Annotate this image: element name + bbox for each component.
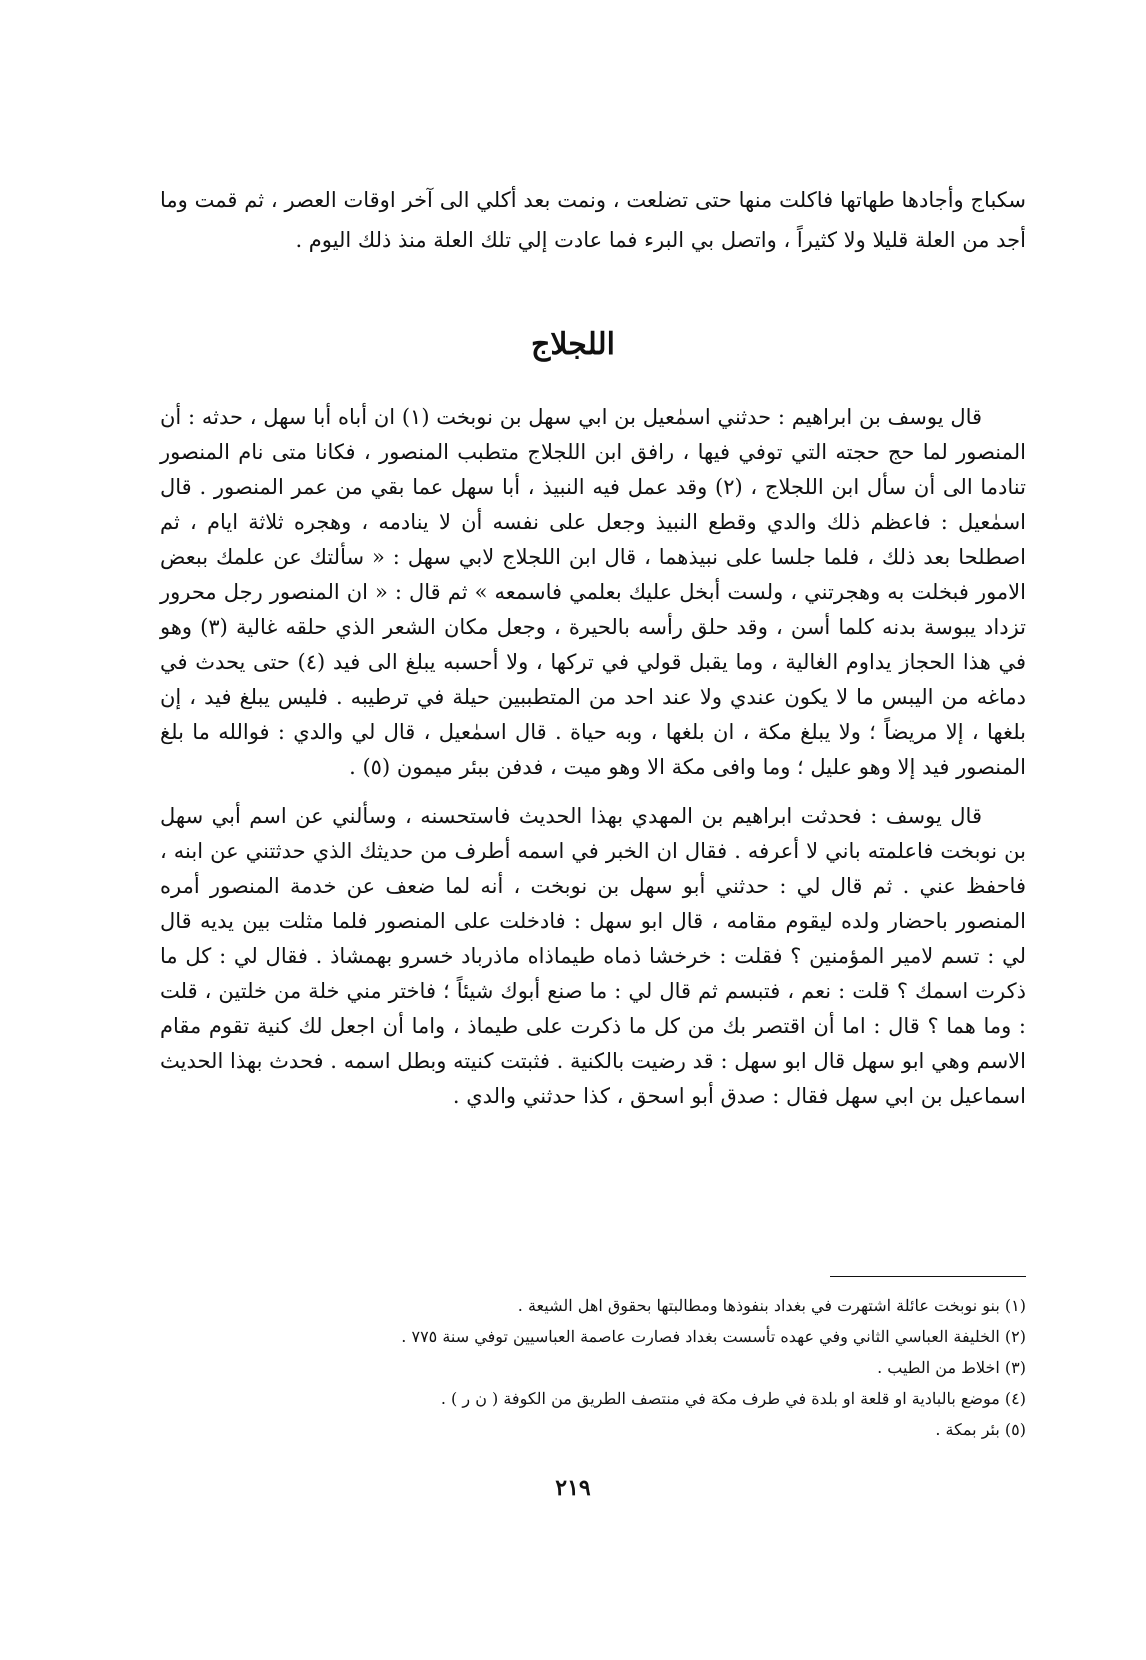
intro-paragraph: سكباج وأجادها طهاتها فاكلت منها حتى تضلعت ، ونمت بعد أكلي الى آخر اوقات العصر ، ثم قمت وما أجد من العلة قليلا ولا كثيراً ، واتصل بي البرء فما عادت إلي تلك العلة منذ ذلك اليوم . bbox=[160, 188, 1026, 252]
footnote-4: (٤) موضع بالبادية او قلعة او بلدة في طرف مكة في منتصف الطريق من الكوفة ( ن ر ) . bbox=[440, 1389, 1026, 1408]
footnote-divider bbox=[830, 1276, 1026, 1277]
footnote-3: (٣) اخلاط من الطيب . bbox=[877, 1358, 1026, 1377]
section-heading: اللجلاج bbox=[530, 327, 616, 362]
body-text bbox=[160, 400, 1026, 1128]
footnote-1: (١) بنو نوبخت عائلة اشتهرت في بغداد بنفوذها ومطالبتها بحقوق اهل الشيعة . bbox=[517, 1296, 1026, 1315]
footnote-5: (٥) بئر بمكة . bbox=[935, 1420, 1026, 1439]
paragraph-2: قال يوسف : فحدثت ابراهيم بن المهدي بهذا الحديث فاستحسنه ، وسألني عن اسم أبي سهل بن نوبخت فاعلمته باني لا أعرفه . فقال ان الخبر في اسمه أطرف من حديثك الذي حدثتني عن ابنه ، فاحفظ عني . ثم قال لي : حدثني أبو سهل بن نوبخت ، أنه لما ضعف عن خدمة المنصور أمره المنصور باحضار ولده ليقوم مقامه ، قال ابو سهل : فادخلت على المنصور فلما مثلت بين يديه قال لي : تسم لامير المؤمنين ؟ فقلت : خرخشا ذماه طيماذاه ماذرباد خسرو بهمشاذ . فقال لي : كل ما ذكرت اسمك ؟ قلت : نعم ، فتبسم ثم قال لي : ما صنع أبوك شيئاً ؛ فاختر مني خلة من خلتين ، قلت : وما هما ؟ قال : اما أن اقتصر بك من كل ما ذكرت على طيماذ ، واما أن اجعل لك كنية تقوم مقام الاسم وهي ابو سهل قال ابو سهل : قد رضيت بالكنية . فثبتت كنيته وبطل اسمه . فحدث بهذا الحديث اسماعيل بن ابي سهل فقال : صدق أبو اسحق ، كذا حدثني والدي . bbox=[160, 804, 1026, 1108]
paragraph-1: قال يوسف بن ابراهيم : حدثني اسمٰعيل بن ابي سهل بن نوبخت (١) ان أباه أبا سهل ، حدثه : أن المنصور لما حج حجته التي توفي فيها ، رافق ابن اللجلاج متطبب المنصور ، فكانا متى نام المنصور تنادما الى أن سأل ابن اللجلاج ، (٢) وقد عمل فيه النبيذ ، أبا سهل عما بقي من عمر المنصور . قال اسمٰعيل : فاعظم ذلك والدي وقطع النبيذ وجعل على نفسه أن لا ينادمه ، وهجره ثلاثة ايام ، ثم اصطلحا بعد ذلك ، فلما جلسا على نبيذهما ، قال ابن اللجلاج لابي سهل : « سألتك عن علمك ببعض الامور فبخلت به وهجرتني ، ولست أبخل عليك بعلمي فاسمعه » ثم قال : « ان المنصور رجل محرور تزداد يبوسة بدنه كلما أسن ، وقد حلق رأسه بالحيرة ، وجعل مكان الشعر الذي حلقه غالية (٣) وهو في هذا الحجاز يداوم الغالية ، وما يقبل قولي في تركها ، ولا أحسبه يبلغ الى فيد (٤) حتى يحدث في دماغه من اليبس ما لا يكون عندي ولا عند احد من المتطببين حيلة في ترطيبه . فليس يبلغ فيد ، إن بلغها ، إلا مريضاً ؛ ولا يبلغ مكة ، ان بلغها ، وبه حياة . قال اسمٰعيل ، قال لي والدي : فوالله ما بلغ المنصور فيد إلا وهو عليل ؛ وما وافى مكة الا وهو ميت ، فدفن ببئر ميمون (٥) . bbox=[160, 405, 1027, 779]
page-number: ٢١٩ bbox=[555, 1475, 591, 1501]
footnotes bbox=[160, 1290, 1026, 1445]
footnote-2: (٢) الخليفة العباسي الثاني وفي عهده تأسست بغداد فصارت عاصمة العباسيين توفي سنة ٧٧٥ . bbox=[401, 1327, 1026, 1346]
